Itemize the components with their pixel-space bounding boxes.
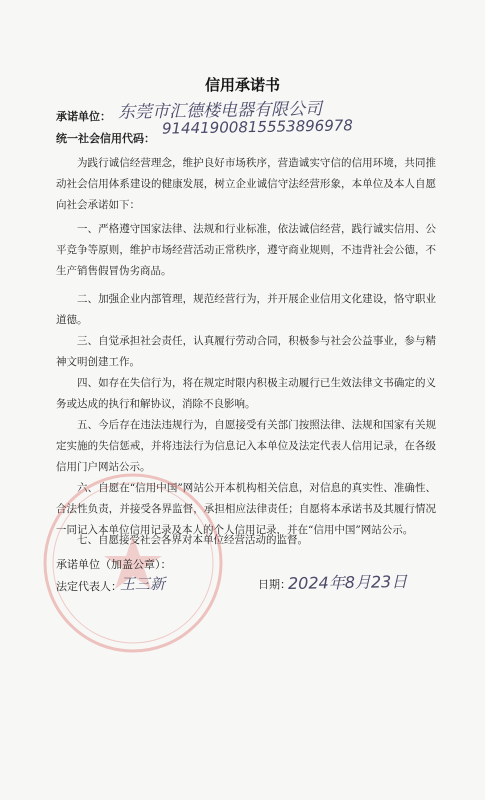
credit-code-handwritten: 91441900815553896978	[161, 116, 354, 138]
clause-6: 六、自愿在“信用中国”网站公开本机构相关信息，对信息的真实性、准确性、合法性负责，并接受各界监督，承担相应法律责任；自愿将本承诺书及其履行情况一同记入本单位信用记录及本人的个人信用记录，并在“信用中国”网站公示。	[56, 482, 436, 536]
clause-2: 二、加强企业内部管理，规范经营行为，并开展企业信用文化建设，恪守职业道德。	[56, 293, 436, 326]
intro-paragraph: 为践行诚信经营理念，维护良好市场秩序，营造诚实守信的信用环境，共同推动社会信用体系建设的健康发展，树立企业诚信守法经营形象，本单位及本人自愿向社会承诺如下：	[56, 157, 436, 211]
clause-5: 五、今后存在违法违规行为，自愿接受有关部门按照法律、法规和国家有关规定实施的失信惩戒，并将违法行为信息记入本单位及法定代表人信用记录，在各级信用门户网站公示。	[56, 419, 436, 473]
committing-unit-label: 承诺单位：	[56, 110, 111, 123]
seal-label: 承诺单位（加盖公章）：	[56, 558, 172, 571]
legal-rep-signature: 王三新	[120, 575, 166, 593]
credit-code-label: 统一社会信用代码：	[56, 132, 155, 145]
clause-4: 四、如存在失信行为，将在规定时限内积极主动履行已生效法律文书确定的义务或达成的执行和解协议，消除不良影响。	[56, 377, 436, 410]
date-label: 日期：	[258, 578, 291, 591]
committing-unit-handwritten: 东莞市汇德楼电器有限公司	[117, 99, 323, 123]
document-title: 信用承诺书	[204, 76, 280, 94]
date-handwritten: 2024年8月23日	[287, 571, 408, 594]
legal-rep-label: 法定代表人：	[56, 580, 122, 593]
clause-3: 三、自觉承担社会责任，认真履行劳动合同，积极参与社会公益事业，参与精神文明创建工作。	[56, 335, 436, 368]
clause-1: 一、严格遵守国家法律、法规和行业标准，依法诚信经营，践行诚实信用、公平竞争等原则，维护市场经营活动正常秩序，遵守商业规则，不违背社会公德，不生产销售假冒伪劣商品。	[56, 223, 436, 277]
clause-7: 七、自愿接受社会各界对本单位经营活动的监督。	[77, 534, 308, 546]
